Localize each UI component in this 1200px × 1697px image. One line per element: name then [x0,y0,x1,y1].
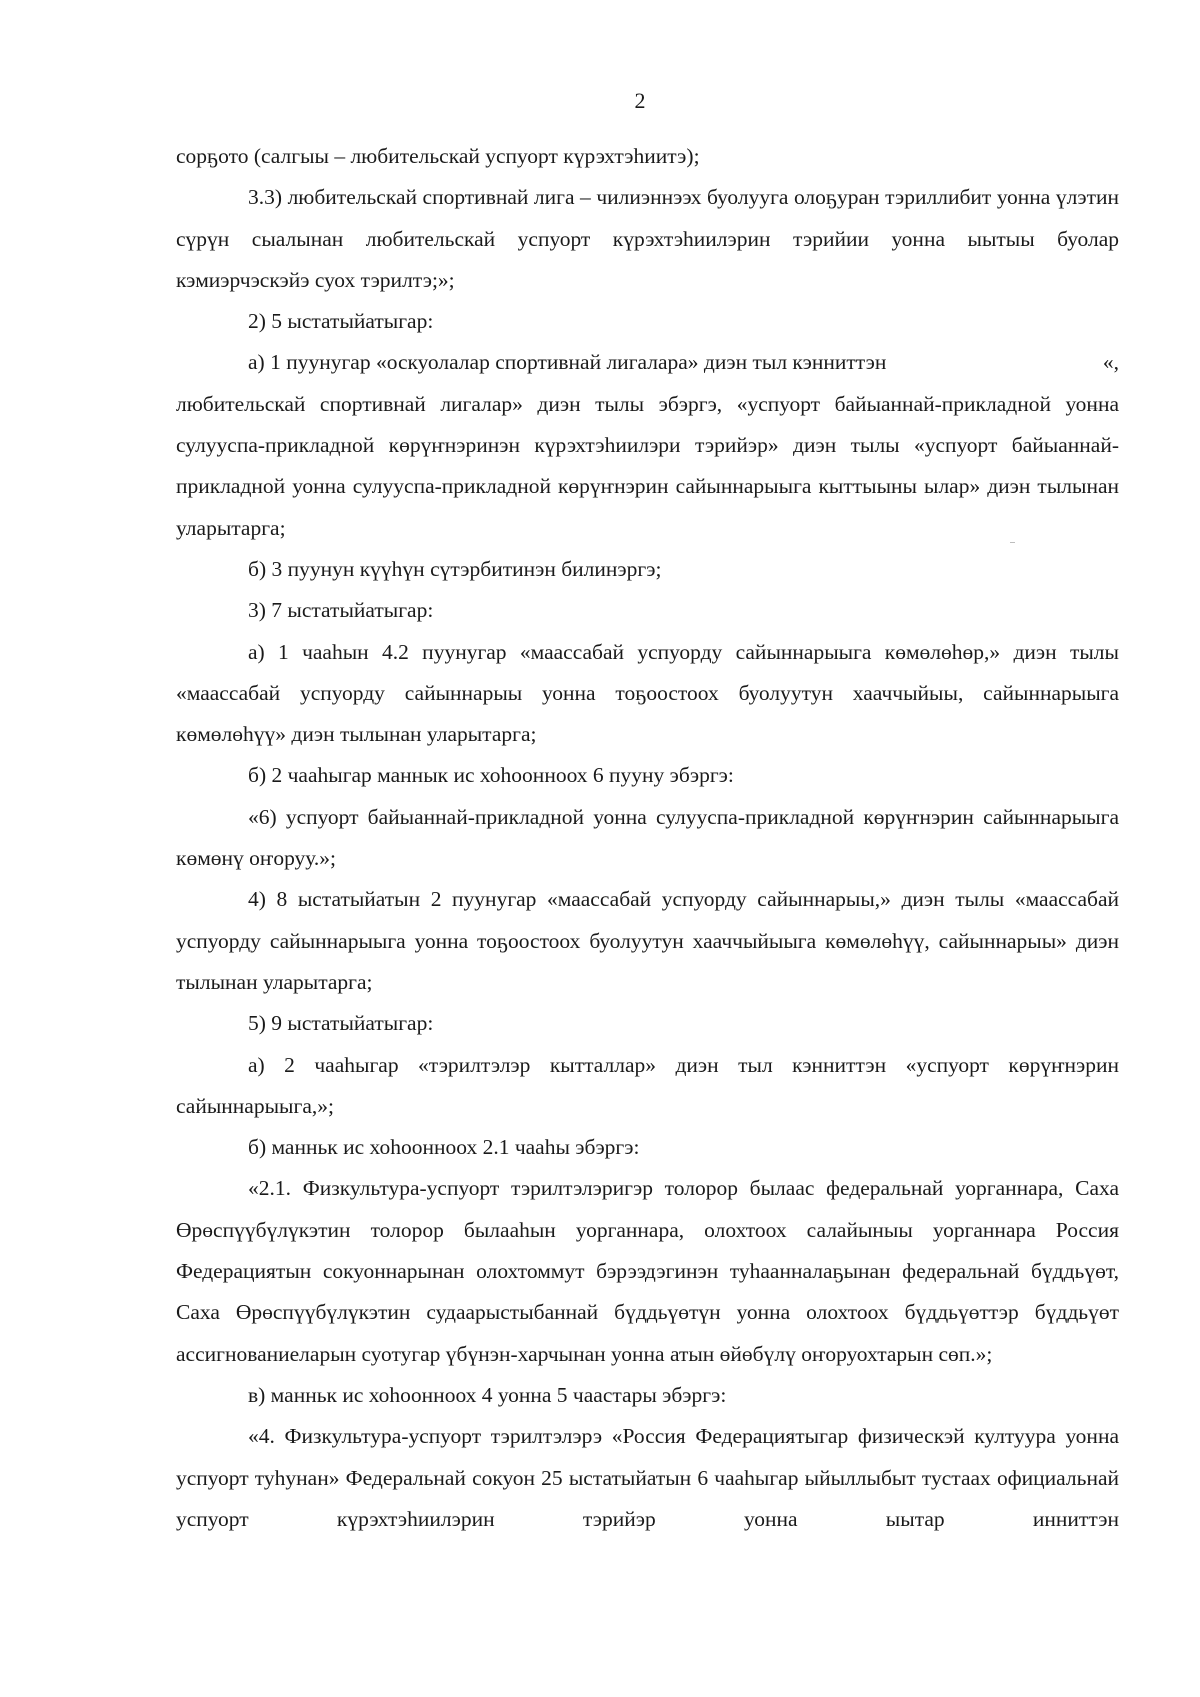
paragraph-line [176,342,1119,383]
paragraph: 4) 8 ыстатыйатын 2 пуунугар «маассабай успуорду сайыннарыы,» диэн тылы «маассабай успуорду сайыннарыыга уонна тоҕоостоох буолуутун хааччыйыыга көмөлөһүү, сайыннарыы» диэн тылынан уларытарга; [176,887,1119,994]
paragraph: «2.1. Физкультура-успуорт тэрилтэлэригэр толорор былаас федеральнай уорганнара, Саха Өрөспүүбүлүкэтин толорор былааһын уорганнара, олохтоох салайыныы уорганнара Россия Федерациятын сокуоннарынан олохтоммут бэрээдэгинэн туһаанналаҕынан федеральнай бүддьүөт, Саха Өрөспүүбүлүкэтин судаарыстыбаннай бүддьүөтүн уонна олохтоох бүддьүөттэр бүддьүөт ассигнованиеларын суотугар үбүнэн-харчынан уонна атын өйөбүлү оҥоруохтарын сөп.»; [176,1176,1119,1366]
paragraph: «4. Физкультура-успуорт тэрилтэлэрэ «Россия Федерациятыгар физическэй култуура уонна успуорт туһунан» Федеральнай сокуон 25 ыстатыйатын 6 чааһыгар ыйыллыбыт тустаах официальнай успуорт күрэхтэһиилэрин тэрийэр уонна ыытар инниттэн [176,1424,1119,1531]
paragraph: б) 2 чааһыгар маннык ис хоһоонноох 6 пууну эбэргэ: [248,763,734,788]
paragraph: любительскай спортивнай лигалар» диэн тылы эбэргэ, «успуорт байыаннай-прикладной уонна сулууспа-прикладной көрүҥнэринэн күрэхтэһиилэри тэрийэр» диэн тылы «успуорт байыаннай-прикладной уонна сулууспа-прикладной көрүҥнэрин сайыннарыыга кыттыыны ылар» диэн тылынан уларытарга; [176,391,1119,540]
paragraph: а) 1 чааһын 4.2 пуунугар «маассабай успуорду сайыннарыыга көмөлөһөр,» диэн тылы «маассабай успуорду сайыннарыы уонна тоҕоостоох буолуутун хааччыйыы, сайыннарыыга көмөлөһүү» диэн тылынан уларытарга; [176,639,1119,747]
paragraph: 5) 9 ыстатыйатыгар: [248,1011,434,1036]
quote-mark: «, [1102,350,1119,375]
paragraph: б) 3 пуунун күүһүн сүтэрбитинэн билинэргэ; [248,556,662,581]
paragraph-text: а) 1 пуунугар «оскуолалар спортивнай лигалара» диэн тыл кэнниттэн [248,350,887,375]
paragraph: 2) 5 ыстатыйатыгар: [248,309,434,334]
page-number: 2 [634,88,646,113]
paragraph: «6) успуорт байыаннай-прикладной уонна сулууспа-прикладной көрүҥнэрин сайыннарыыга көмөнү оҥоруу.»; [176,804,1119,871]
paragraph: а) 2 чааһыгар «тэрилтэлэр кытталлар» диэн тыл кэнниттэн «успуорт көрүҥнэрин сайыннарыыга,»; [176,1052,1119,1118]
paragraph: б) манньк ис хоһоонноох 2.1 чааһы эбэргэ: [248,1135,640,1160]
document-body [176,136,1119,1540]
paragraph: сорҕото (салгыы – любительскай успуорт күрэхтэһиитэ); [176,144,700,168]
paragraph: в) манньк ис хоһоонноох 4 уонна 5 чаастары эбэргэ: [248,1382,727,1407]
paragraph: 3.3) любительскай спортивнай лига – чилиэннээх буолууга олоҕуран тэриллибит уонна үлэтин сүрүн сыалынан любительскай успуорт күрэхтэһиилэрин тэрийии уонна ыытыы буолар кэмиэрчэскэйэ суох тэрилтэ;»; [176,185,1119,292]
paragraph: 3) 7 ыстатыйатыгар: [248,598,434,623]
